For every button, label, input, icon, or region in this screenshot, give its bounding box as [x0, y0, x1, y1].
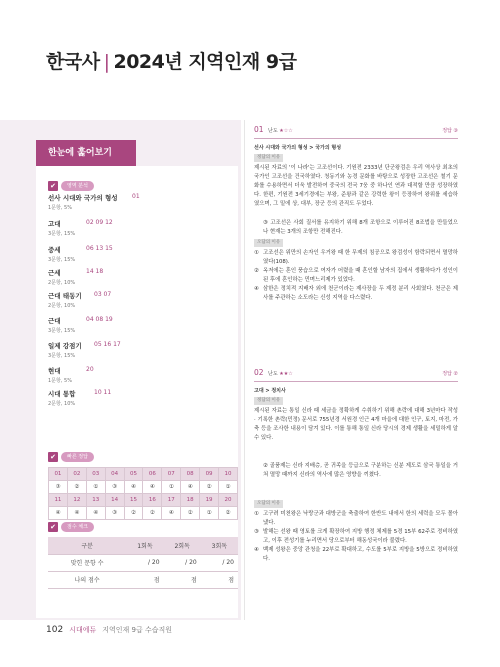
option-mark: ④ [254, 286, 259, 293]
area-question-numbers: 02 09 12 [86, 219, 113, 226]
area-question-numbers: 01 [132, 193, 140, 200]
area-question-numbers: 10 11 [94, 389, 112, 396]
key-point [254, 462, 458, 480]
difficulty: 난도 ★☆☆ [268, 128, 293, 134]
area-analysis-label: ✔ 영역 분석 [48, 180, 94, 192]
question-number-cell: 05 [124, 468, 143, 481]
score-cell[interactable]: 점 [201, 571, 238, 588]
area-name: 일제 강점기 [48, 342, 82, 350]
answer-cell: ② [219, 507, 238, 520]
answer-cell: ① [162, 481, 181, 494]
option-text: 옥저에는 혼인 풍습으로 여자가 어렸을 때 혼인할 남자의 집에서 생활하다가 성인이 된 후에 혼인하는 민며느리제가 있었다. [263, 268, 458, 284]
option-mark: ③ [254, 529, 259, 536]
option-explanation [254, 528, 458, 546]
area-row [48, 316, 228, 340]
option-text: 고구려 미천왕은 낙랑군과 대방군을 축출하여 한반도 내에서 한의 세력을 모두 몰아냈다. [263, 511, 458, 527]
question-number-cell: 02 [67, 468, 86, 481]
answer-cell: ② [143, 507, 162, 520]
question-number-cell: 20 [219, 494, 238, 507]
answer-cell: ② [200, 481, 219, 494]
area-name: 근대 [48, 317, 61, 325]
area-row [48, 268, 228, 292]
option-explanation [254, 285, 458, 303]
answer-cell: ④ [86, 507, 105, 520]
option-explanation [254, 267, 458, 285]
area-count: 3문항, 15% [48, 353, 76, 359]
table-header [48, 537, 238, 554]
area-question-numbers: 05 16 17 [94, 341, 121, 348]
question-number-cell: 10 [219, 468, 238, 481]
option-mark: ① [254, 511, 259, 517]
quick-answer-table [48, 467, 238, 520]
question-number-cell: 07 [162, 468, 181, 481]
book-title: 지역인재 9급 수습직원 [102, 626, 173, 634]
answer-cell: ① [200, 507, 219, 520]
title-separator: | [103, 51, 110, 73]
question-number-cell: 19 [200, 494, 219, 507]
quick-answer-label: ✔ 빠른 정답 [48, 451, 94, 463]
score-check-label: ✔ 점수 체크 [48, 521, 94, 533]
publisher: 시대에듀 [69, 626, 97, 634]
option-text: 삼한은 정치적 지배자 외에 천군이라는 제사장을 두 제정 분리 사회였다. 천군은 제사를 주관하는 소도라는 신성 지역을 다스렸다. [263, 286, 458, 302]
area-name: 근세 [48, 269, 61, 277]
score-cell[interactable]: 점 [164, 571, 201, 588]
answer-reason-tag: 정답의 이유 [254, 397, 283, 405]
table-row [49, 468, 238, 481]
answer-cell: ④ [181, 481, 200, 494]
answer-reason-tag: 정답의 이유 [254, 154, 283, 162]
answer-cell: ② [124, 507, 143, 520]
score-cell[interactable]: 점 [126, 571, 163, 588]
wrong-reasons [254, 510, 458, 565]
area-question-numbers: 14 18 [86, 268, 104, 275]
answer-cell: ① [219, 481, 238, 494]
answer-cell: ④ [124, 481, 143, 494]
question-number-cell: 08 [181, 468, 200, 481]
area-count: 3문항, 15% [48, 328, 76, 334]
score-cell[interactable]: / 20 [126, 554, 163, 571]
header-cell: 구분 [48, 537, 126, 554]
answer-cell: ④ [49, 507, 68, 520]
area-row [48, 341, 228, 365]
option-mark: ① [254, 250, 259, 256]
page-footer [46, 625, 172, 635]
answer-cell: ① [86, 481, 105, 494]
option-mark: ② [254, 268, 259, 275]
area-row [48, 389, 228, 413]
area-question-numbers: 04 08 19 [86, 316, 113, 323]
question-number-cell: 13 [86, 494, 105, 507]
answer-cell: ④ [162, 507, 181, 520]
area-name: 선사 시대와 국가의 형성 [48, 194, 118, 202]
area-row [48, 193, 228, 217]
summary-title: 한눈에 훑어보기 [36, 140, 136, 166]
key-point [254, 219, 458, 237]
score-table [48, 537, 238, 589]
option-mark: ④ [254, 547, 259, 554]
header-cell: 1회독 [126, 537, 163, 554]
option-text: 고조선은 위만의 손자인 우거왕 때 한 무제의 침공으로 왕검성이 함락되면서 멸망하였다(108). [263, 250, 458, 266]
area-name: 근대 태동기 [48, 292, 82, 300]
answer-cell: ③ [49, 481, 68, 494]
area-row [48, 291, 228, 315]
area-count: 2문항, 10% [48, 401, 76, 407]
area-count: 2문항, 10% [48, 303, 76, 309]
question-number-cell: 18 [181, 494, 200, 507]
option-explanation [254, 546, 458, 564]
wrong-reason-tag: 오답의 이유 [254, 500, 283, 508]
title-exam: 2024년 지역인재 9급 [113, 51, 297, 73]
question-number-cell: 16 [143, 494, 162, 507]
question-01-header [254, 125, 458, 139]
score-cell[interactable]: / 20 [201, 554, 238, 571]
header-cell: 2회독 [164, 537, 201, 554]
option-text: 발해는 선왕 때 영토를 크게 확장하여 지방 행정 체제를 5경 15부 62주로 정비하였고, 이후 전성기를 누리면서 당으로부터 해동성국이라 불렸다. [263, 529, 458, 545]
area-question-numbers: 03 07 [94, 291, 112, 298]
question-number-cell: 03 [86, 468, 105, 481]
option-explanation [254, 249, 458, 267]
wrong-reason-tag: 오답의 이유 [254, 239, 283, 247]
area-row [48, 245, 228, 269]
answer-cell: ② [181, 507, 200, 520]
table-row [49, 507, 238, 520]
column-divider [244, 120, 245, 620]
header-cell: 3회독 [201, 537, 238, 554]
area-count: 1문항, 5% [48, 205, 72, 211]
question-number: 02 [254, 368, 264, 377]
difficulty: 난도 ★★☆ [268, 371, 293, 377]
answer-cell: ② [67, 481, 86, 494]
answer: 정답 ② [442, 371, 458, 377]
area-name: 현대 [48, 367, 61, 375]
table-row [49, 494, 238, 507]
key-point-text: ③ 고조선은 사회 질서를 유지하기 위해 8개 조항으로 이루어진 8조법을 만들었으나 현재는 3개의 조항만 전해진다. [263, 220, 458, 236]
wrong-reasons [254, 249, 458, 304]
table-row [48, 554, 238, 571]
question-explanation: 제시된 자료의 '이 나라'는 고조선이다. 기원전 2333년 단군왕검은 우리 역사상 최초의 국가인 고조선을 건국하였다. 청동기와 농경 문화를 바탕으로 성장한 고조선은 철기 문화를 수용하면서 더욱 발전하여 중국의 전국 7웅 중 하나인 연과 대적할 만큼 성장하였다. 한편, 기원전 3세기경에는 부왕, 준왕과 같은 강력한 왕이 등장하여 왕위를 세습하였으며, 그 밑에 상, 대부, 장군 등의 관직도 두었다. [254, 165, 458, 208]
question-number-cell: 04 [105, 468, 124, 481]
answer-cell: ③ [105, 481, 124, 494]
option-text: 백제 성왕은 중앙 관청을 22부로 확대하고, 수도를 5부로 지방을 5방으로 정비하였다. [263, 547, 458, 563]
question-number-cell: 15 [124, 494, 143, 507]
question-number-cell: 14 [105, 494, 124, 507]
key-point-text: ② 골품제는 신라 지배층, 곧 귀족을 등급으로 구분하는 신분 제도로 삼국 통일을 거쳐 멸망 때까지 신라의 역사에 많은 영향을 끼쳤다. [263, 463, 458, 479]
answer: 정답 ③ [442, 128, 458, 134]
title-subject: 한국사 [46, 51, 100, 73]
area-question-numbers: 06 13 15 [86, 245, 113, 252]
question-explanation: 제시된 자료는 통일 신라 때 세금을 정확하게 수취하기 위해 촌락에 대해 3년마다 작성 · 기록한 촌락(민정) 문서로 755년경 서원경 인근 4개 마을에 대한 인구, 토지, 마전, 가축 등을 조사한 내용이 담겨 있다. 이를 통해 통일 신라 당시의 경제 생활을 세밀하게 알 수 있다. [254, 408, 458, 442]
check-icon: ✔ [48, 522, 58, 532]
area-count: 3문항, 15% [48, 231, 76, 237]
question-topic: 고대 > 정치사 [254, 388, 286, 394]
question-number-cell: 11 [49, 494, 68, 507]
question-02-header [254, 368, 458, 382]
row-label: 맞힌 문항 수 [48, 554, 126, 571]
question-number: 01 [254, 125, 264, 134]
question-number-cell: 06 [143, 468, 162, 481]
area-count: 3문항, 15% [48, 257, 76, 263]
page-title [46, 47, 296, 74]
answer-cell: ④ [67, 507, 86, 520]
table-row [48, 571, 238, 588]
area-row [48, 366, 228, 390]
question-number-cell: 17 [162, 494, 181, 507]
area-row [48, 219, 228, 243]
question-topic: 선사 시대와 국가의 형성 > 국가의 형성 [254, 145, 342, 151]
page-number: 102 [46, 625, 64, 635]
answer-cell: ④ [143, 481, 162, 494]
check-icon: ✔ [48, 181, 58, 191]
score-cell[interactable]: / 20 [164, 554, 201, 571]
option-explanation [254, 510, 458, 528]
question-number-cell: 09 [200, 468, 219, 481]
area-question-numbers: 20 [86, 366, 94, 373]
answer-cell: ③ [105, 507, 124, 520]
area-count: 2문항, 10% [48, 280, 76, 286]
question-number-cell: 01 [49, 468, 68, 481]
area-name: 중세 [48, 246, 61, 254]
check-icon: ✔ [48, 452, 58, 462]
table-row [49, 481, 238, 494]
area-name: 고대 [48, 220, 61, 228]
area-name: 시대 통합 [48, 390, 76, 398]
question-number-cell: 12 [67, 494, 86, 507]
row-label: 나의 점수 [48, 571, 126, 588]
area-count: 1문항, 5% [48, 378, 72, 384]
